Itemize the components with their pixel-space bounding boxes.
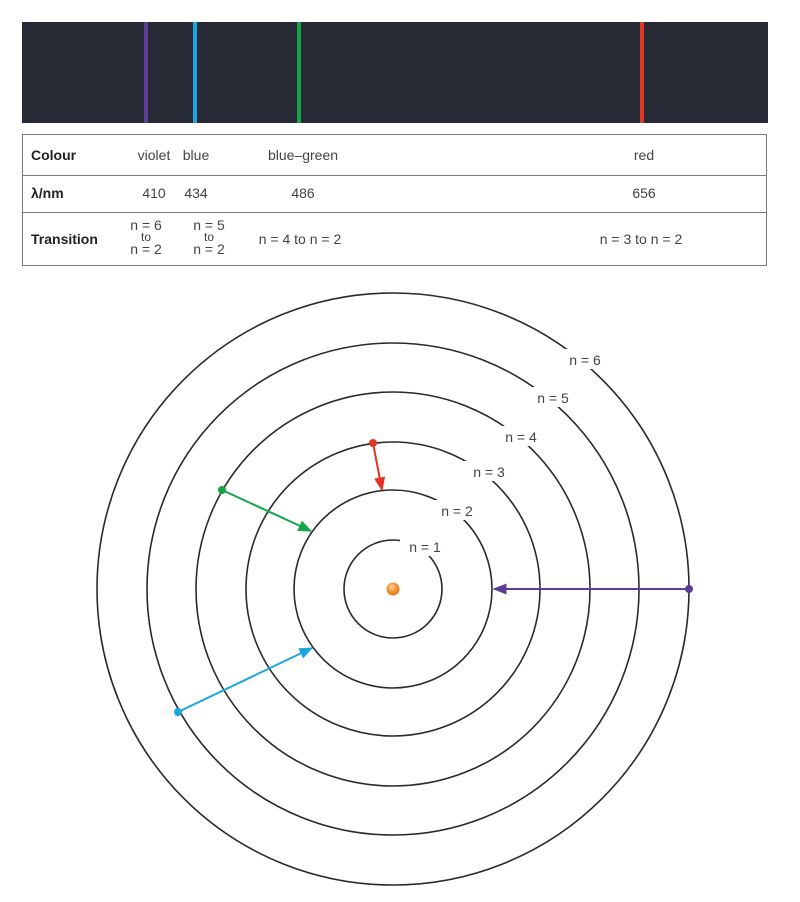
header-colour: Colour: [31, 147, 77, 163]
svg-text:n = 4: n = 4: [505, 429, 537, 445]
emission-spectrum: [22, 22, 768, 123]
transition-6-2-bottom: n = 2: [130, 241, 162, 257]
cell-wavelength-656: 656: [632, 185, 656, 201]
table-row-transition: [23, 212, 766, 267]
svg-text:n = 3: n = 3: [473, 464, 505, 480]
svg-text:n = 1: n = 1: [409, 539, 441, 555]
level-label-n3: [464, 461, 514, 481]
transition-arrow-red: [369, 439, 382, 490]
header-transition: Transition: [31, 231, 98, 247]
svg-text:n = 5: n = 5: [537, 390, 569, 406]
level-label-n2: [432, 500, 482, 520]
header-wavelength: λ/nm: [31, 185, 64, 201]
transition-arrow-violet: [494, 585, 693, 593]
svg-text:n = 6: n = 6: [569, 352, 601, 368]
spectrum-table: [22, 134, 767, 266]
spectral-line-red: [640, 22, 644, 123]
cell-wavelength-410: 410: [142, 185, 166, 201]
spectral-line-blue: [193, 22, 197, 123]
cell-wavelength-486: 486: [291, 185, 315, 201]
level-label-n5: [528, 387, 578, 407]
cell-transition-4-2: n = 4 to n = 2: [258, 231, 342, 247]
cell-colour-violet: violet: [137, 147, 171, 163]
bohr-model-diagram: [0, 280, 800, 902]
level-label-n6: [560, 349, 610, 369]
transition-6-2-mid: to: [140, 230, 151, 244]
spectral-line-violet: [144, 22, 148, 123]
table-row-wavelength: [23, 175, 766, 213]
transition-5-2-top: n = 5: [193, 217, 225, 233]
transition-5-2-bottom: n = 2: [193, 241, 225, 257]
cell-transition-3-2: n = 3 to n = 2: [599, 231, 683, 247]
nucleus: [387, 583, 400, 596]
cell-transition-6-2: [130, 219, 162, 255]
cell-wavelength-434: 434: [184, 185, 208, 201]
svg-text:n = 2: n = 2: [441, 503, 473, 519]
level-label-n4: [496, 426, 546, 446]
level-label-n1: [400, 536, 450, 556]
transition-6-2-top: n = 6: [130, 217, 162, 233]
cell-colour-blue: blue: [182, 147, 210, 163]
transition-arrow-blue: [174, 648, 312, 716]
cell-colour-blue-green: blue–green: [267, 147, 339, 163]
transition-5-2-mid: to: [203, 230, 214, 244]
cell-colour-red: red: [633, 147, 655, 163]
cell-transition-5-2: [193, 219, 225, 255]
transition-arrow-blue-green: [218, 486, 311, 531]
spectral-line-blue-green: [297, 22, 301, 123]
table-row-colour: [23, 135, 766, 176]
